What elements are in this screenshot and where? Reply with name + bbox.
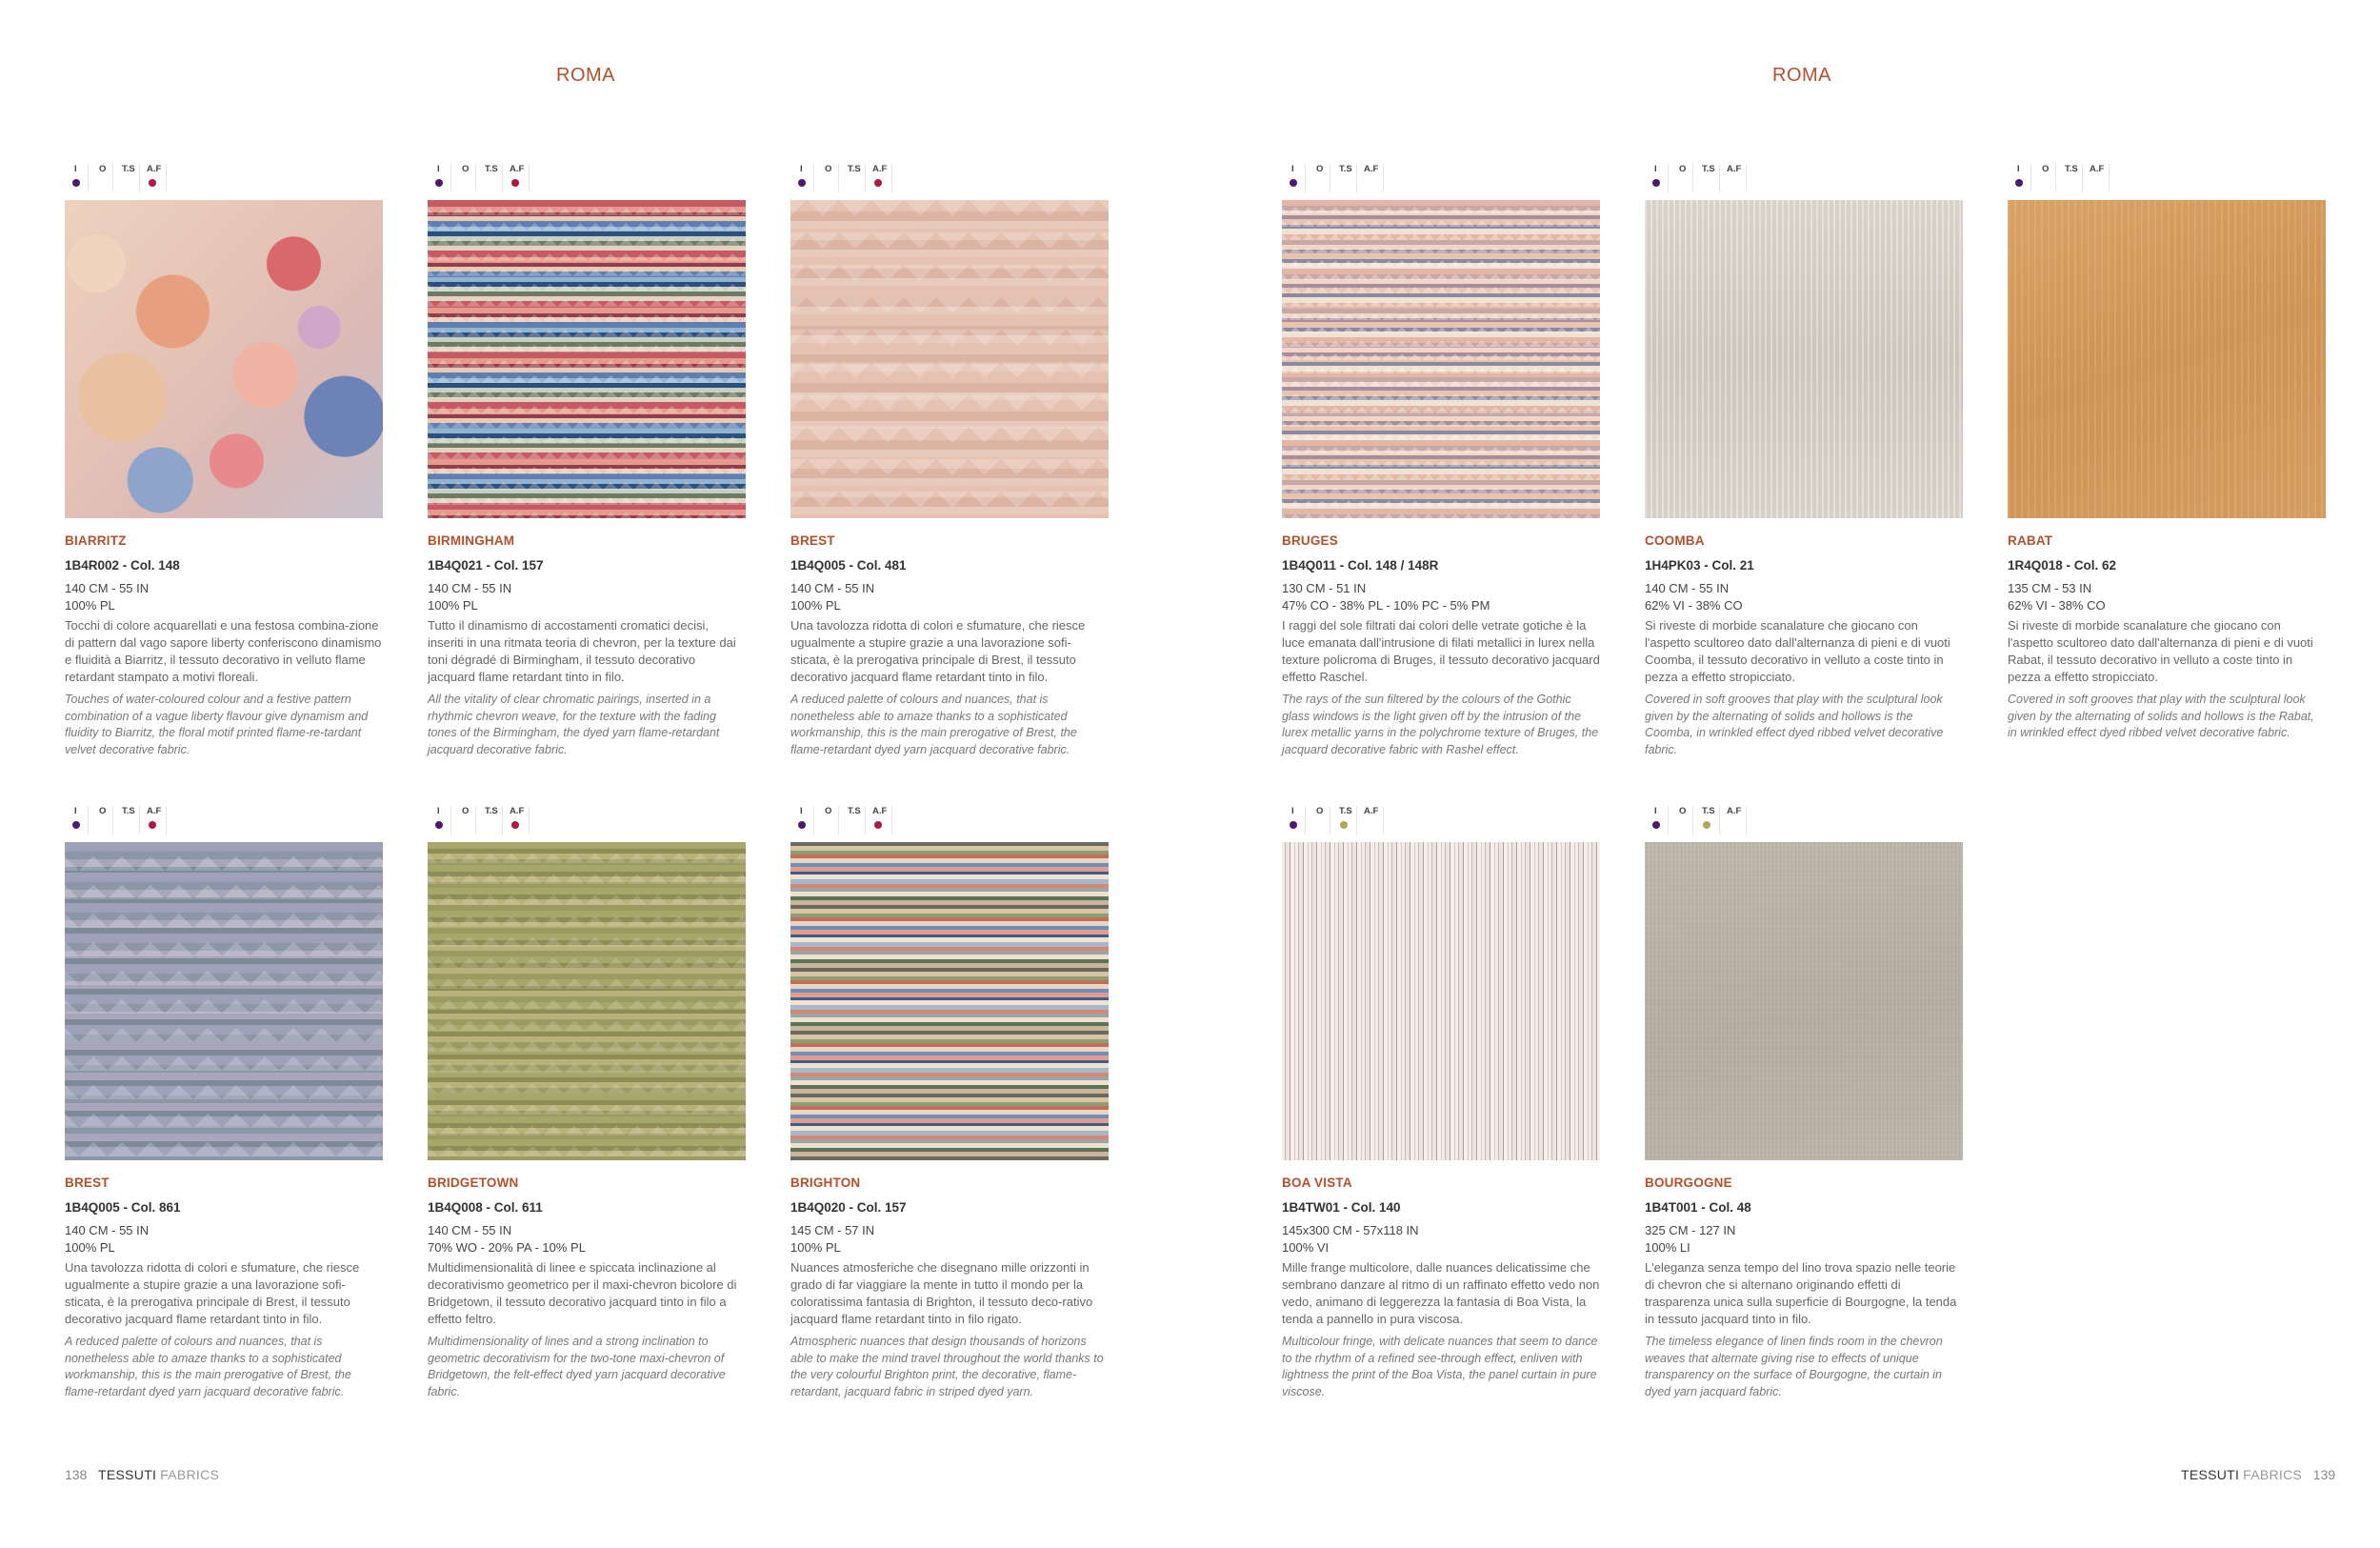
usage-label-ts: T.S bbox=[122, 806, 135, 816]
usage-divider bbox=[1305, 806, 1306, 834]
usage-dot-purple bbox=[1652, 821, 1660, 829]
usage-divider bbox=[865, 806, 866, 834]
usage-dot-purple bbox=[1652, 179, 1660, 187]
usage-dot-purple bbox=[72, 179, 80, 187]
fabric-name: BOURGOGNE bbox=[1645, 1176, 1732, 1190]
fabric-swatch-image[interactable] bbox=[790, 200, 1109, 518]
usage-label-i: I bbox=[800, 806, 803, 816]
fabric-code: 1B4Q011 - Col. 148 / 148R bbox=[1282, 558, 1439, 573]
usage-dot-crimson bbox=[149, 179, 156, 187]
usage-label-i: I bbox=[74, 164, 77, 174]
fabric-description-it: I raggi del sole filtrati dai colori delle vetrate gotiche è la luce emanata dall'intrusione di filati metallici in lurex nella texture policroma di Bruges, il tessuto decorativo jacquard effetto Raschel. bbox=[1282, 618, 1600, 684]
fabric-description-it: Mille frange multicolore, dalle nuances delicatissime che sembrano danzare al ritmo di un raffinato effetto vedo non vedo, animano di leggerezza la fantasia di Boa Vista, la tenda a pannello in pura viscosa. bbox=[1282, 1260, 1600, 1326]
fabric-name: BOA VISTA bbox=[1282, 1176, 1352, 1190]
fabric-name: BRIGHTON bbox=[790, 1176, 861, 1190]
usage-divider bbox=[1746, 164, 1747, 192]
usage-label-i: I bbox=[1654, 806, 1657, 816]
fabric-width: 140 CM - 55 IN bbox=[65, 581, 150, 595]
usage-divider bbox=[1719, 806, 1720, 834]
fabric-code: 1B4R002 - Col. 148 bbox=[65, 558, 180, 573]
usage-label-o: O bbox=[2042, 164, 2050, 174]
fabric-width: 325 CM - 127 IN bbox=[1645, 1223, 1736, 1237]
fabric-description-en: The timeless elegance of linen finds room in the chevron weaves that alternate giving rise to effects of unique transparency on the surface of Bourgogne, the curtain in dyed yarn jacquard fabric. bbox=[1645, 1335, 1943, 1398]
usage-dot-purple bbox=[435, 179, 443, 187]
fabric-description-it: Tocchi di colore acquarellati e una festosa combina-zione di pattern dal vago sapore liberty conferiscono dinamismo e fluidità a Biarritz, il tessuto decorativo in velluto flame retardant stampato a motivi floreali. bbox=[65, 618, 382, 684]
usage-divider bbox=[529, 164, 530, 192]
usage-dot-crimson bbox=[149, 821, 156, 829]
fabric-card bbox=[1282, 806, 1600, 1400]
fabric-swatch-image[interactable] bbox=[65, 842, 383, 1160]
footer-left bbox=[65, 1467, 219, 1482]
usage-dot-purple bbox=[1290, 179, 1297, 187]
usage-divider bbox=[88, 806, 89, 834]
fabric-composition: 100% PL bbox=[790, 1240, 841, 1255]
usage-divider bbox=[139, 806, 140, 834]
usage-dot-purple bbox=[72, 821, 80, 829]
usage-divider bbox=[1668, 806, 1669, 834]
fabric-code: 1B4Q020 - Col. 157 bbox=[790, 1200, 907, 1215]
usage-label-ts: T.S bbox=[2065, 164, 2078, 174]
usage-divider bbox=[1719, 164, 1720, 192]
fabric-swatch-image[interactable] bbox=[2008, 200, 2326, 518]
usage-dot-purple bbox=[2015, 179, 2023, 187]
fabric-name: BIARRITZ bbox=[65, 533, 127, 548]
usage-label-o: O bbox=[99, 164, 107, 174]
usage-label-af: A.F bbox=[872, 164, 888, 174]
fabric-name: RABAT bbox=[2008, 533, 2053, 548]
fabric-composition: 100% PL bbox=[65, 598, 115, 613]
fabric-width: 140 CM - 55 IN bbox=[790, 581, 875, 595]
fabric-width: 135 CM - 53 IN bbox=[2008, 581, 2092, 595]
usage-label-i: I bbox=[74, 806, 77, 816]
footer-section-right: TESSUTI bbox=[2181, 1467, 2240, 1482]
fabric-description-en: A reduced palette of colours and nuances, that is nonetheless able to amaze thanks to a sophisticated workmanship, this is the main prerogative of Brest, the flame-retardant dyed yarn jacquard decorative fabric. bbox=[65, 1335, 351, 1398]
usage-label-ts: T.S bbox=[1702, 806, 1715, 816]
usage-divider bbox=[2109, 164, 2110, 192]
fabric-composition: 100% LI bbox=[1645, 1240, 1690, 1255]
usage-label-ts: T.S bbox=[485, 806, 498, 816]
usage-divider bbox=[529, 806, 530, 834]
usage-dot-crimson bbox=[511, 821, 519, 829]
usage-label-i: I bbox=[1291, 164, 1294, 174]
fabric-card bbox=[1645, 164, 1963, 758]
fabric-name: BRIDGETOWN bbox=[428, 1176, 519, 1190]
fabric-code: 1B4T001 - Col. 48 bbox=[1645, 1200, 1751, 1215]
fabric-composition: 100% PL bbox=[65, 1240, 115, 1255]
fabric-swatch-image[interactable] bbox=[1282, 200, 1600, 518]
usage-divider bbox=[1356, 806, 1357, 834]
usage-label-af: A.F bbox=[1727, 164, 1742, 174]
usage-label-i: I bbox=[2017, 164, 2020, 174]
fabric-width: 140 CM - 55 IN bbox=[428, 581, 512, 595]
fabric-width: 140 CM - 55 IN bbox=[65, 1223, 150, 1237]
usage-label-o: O bbox=[99, 806, 107, 816]
usage-dot-olive bbox=[1703, 821, 1710, 829]
usage-label-af: A.F bbox=[1364, 806, 1379, 816]
fabric-composition: 100% VI bbox=[1282, 1240, 1330, 1255]
usage-divider bbox=[166, 806, 167, 834]
usage-label-af: A.F bbox=[872, 806, 888, 816]
usage-label-o: O bbox=[825, 806, 832, 816]
usage-label-af: A.F bbox=[1727, 806, 1742, 816]
usage-dot-olive bbox=[1340, 821, 1348, 829]
usage-divider bbox=[502, 164, 503, 192]
fabric-code: 1B4Q005 - Col. 861 bbox=[65, 1200, 181, 1215]
usage-label-af: A.F bbox=[510, 164, 525, 174]
usage-label-i: I bbox=[1291, 806, 1294, 816]
fabric-description-en: The rays of the sun filtered by the colours of the Gothic glass windows is the light given off by the intrusion of the lurex metallic yarns in the polychrome texture of Bruges, the jacquard decorative fabric with Rashel effect. bbox=[1282, 693, 1599, 756]
usage-label-i: I bbox=[800, 164, 803, 174]
fabric-composition: 62% VI - 38% CO bbox=[2008, 598, 2106, 613]
usage-label-o: O bbox=[825, 164, 832, 174]
fabric-usage-icons bbox=[1645, 164, 1963, 192]
usage-label-o: O bbox=[462, 164, 470, 174]
usage-label-af: A.F bbox=[2090, 164, 2105, 174]
usage-divider bbox=[475, 164, 476, 192]
fabric-card bbox=[2008, 164, 2326, 742]
usage-divider bbox=[166, 164, 167, 192]
usage-divider bbox=[1383, 164, 1384, 192]
fabric-code: 1H4PK03 - Col. 21 bbox=[1645, 558, 1754, 573]
footer-sub-left: FABRICS bbox=[160, 1467, 220, 1482]
usage-label-af: A.F bbox=[1364, 164, 1379, 174]
usage-label-af: A.F bbox=[147, 164, 162, 174]
fabric-description-it: Si riveste di morbide scanalature che giocano con l'aspetto scultoreo dato dall'alternanza di pieni e di vuoti Rabat, il tessuto decorativo in velluto a coste tinto in pezza a effetto stropicciato. bbox=[2008, 618, 2313, 684]
fabric-usage-icons bbox=[65, 164, 383, 192]
usage-label-ts: T.S bbox=[1339, 164, 1352, 174]
usage-label-ts: T.S bbox=[485, 164, 498, 174]
fabric-card bbox=[65, 806, 383, 1400]
usage-dot-purple bbox=[1290, 821, 1297, 829]
usage-divider bbox=[502, 806, 503, 834]
usage-label-ts: T.S bbox=[848, 806, 861, 816]
section-title-left: ROMA bbox=[556, 65, 615, 86]
usage-label-i: I bbox=[437, 164, 440, 174]
usage-divider bbox=[450, 164, 451, 192]
fabric-code: 1B4Q021 - Col. 157 bbox=[428, 558, 544, 573]
fabric-usage-icons bbox=[790, 806, 1109, 834]
fabric-name: BIRMINGHAM bbox=[428, 533, 515, 548]
usage-dot-crimson bbox=[874, 821, 882, 829]
usage-label-o: O bbox=[1679, 164, 1687, 174]
usage-divider bbox=[838, 164, 839, 192]
fabric-card bbox=[790, 806, 1109, 1400]
fabric-usage-icons bbox=[2008, 164, 2326, 192]
fabric-width: 145x300 CM - 57x118 IN bbox=[1282, 1223, 1419, 1237]
usage-dot-crimson bbox=[874, 179, 882, 187]
fabric-description-it: Una tavolozza ridotta di colori e sfumature, che riesce ugualmente a stupire grazie a una lavorazione sofi-sticata, è la prerogativa principale di Brest, il tessuto decorativo jacquard flame retardant tinto in filo. bbox=[65, 1260, 360, 1326]
usage-divider bbox=[1668, 164, 1669, 192]
footer-sub-right: FABRICS bbox=[2243, 1467, 2303, 1482]
usage-label-o: O bbox=[1679, 806, 1687, 816]
fabric-card bbox=[65, 164, 383, 758]
usage-divider bbox=[1356, 164, 1357, 192]
usage-label-ts: T.S bbox=[848, 164, 861, 174]
fabric-composition: 100% PL bbox=[790, 598, 841, 613]
usage-divider bbox=[88, 164, 89, 192]
usage-label-af: A.F bbox=[147, 806, 162, 816]
usage-divider bbox=[139, 164, 140, 192]
fabric-description-en: A reduced palette of colours and nuances, that is nonetheless able to amaze thanks to a sophisticated workmanship, this is the main prerogative of Brest, the flame-retardant dyed yarn jacquard decorative fabric. bbox=[790, 693, 1077, 756]
fabric-code: 1B4Q008 - Col. 611 bbox=[428, 1200, 543, 1215]
fabric-code: 1B4Q005 - Col. 481 bbox=[790, 558, 907, 573]
usage-label-o: O bbox=[462, 806, 470, 816]
usage-divider bbox=[1692, 164, 1693, 192]
usage-divider bbox=[891, 164, 892, 192]
fabric-swatch-image[interactable] bbox=[1645, 842, 1963, 1160]
fabric-code: 1B4TW01 - Col. 140 bbox=[1282, 1200, 1401, 1215]
fabric-description-it: Tutto il dinamismo di accostamenti cromatici decisi, inseriti in una ritmata teoria di chevron, per la texture dai toni dégradé di Birmingham, il tessuto decorativo jacquard flame retardant tinto in filo. bbox=[428, 618, 736, 684]
fabric-card bbox=[790, 164, 1109, 758]
fabric-usage-icons bbox=[65, 806, 383, 834]
fabric-name: COOMBA bbox=[1645, 533, 1705, 548]
usage-dot-purple bbox=[435, 821, 443, 829]
fabric-description-en: Covered in soft grooves that play with the sculptural look given by the alternating of solids and hollows is the Coomba, in wrinkled effect dyed ribbed velvet decorative fabric. bbox=[1645, 693, 1944, 756]
fabric-description-en: All the vitality of clear chromatic pairings, inserted in a rhythmic chevron weave, for the texture with the fading tones of the Birmingham, the dyed yarn flame-retardant jacquard decorative fabric. bbox=[428, 693, 720, 756]
fabric-swatch-image[interactable] bbox=[790, 842, 1109, 1160]
fabric-name: BREST bbox=[65, 1176, 110, 1190]
usage-label-ts: T.S bbox=[1339, 806, 1352, 816]
fabric-card bbox=[1645, 806, 1963, 1400]
usage-label-ts: T.S bbox=[122, 164, 135, 174]
fabric-composition: 70% WO - 20% PA - 10% PL bbox=[428, 1240, 586, 1255]
usage-divider bbox=[475, 806, 476, 834]
fabric-composition: 100% PL bbox=[428, 598, 478, 613]
usage-label-af: A.F bbox=[510, 806, 525, 816]
usage-dot-purple bbox=[798, 821, 806, 829]
fabric-swatch-image[interactable] bbox=[1645, 200, 1963, 518]
section-title-right: ROMA bbox=[1772, 65, 1831, 86]
fabric-card bbox=[428, 806, 746, 1400]
fabric-usage-icons bbox=[428, 164, 746, 192]
usage-divider bbox=[450, 806, 451, 834]
usage-divider bbox=[112, 164, 113, 192]
footer-right bbox=[2181, 1467, 2335, 1482]
fabric-name: BRUGES bbox=[1282, 533, 1338, 548]
fabric-usage-icons bbox=[1282, 806, 1600, 834]
usage-divider bbox=[1305, 164, 1306, 192]
fabric-usage-icons bbox=[1645, 806, 1963, 834]
usage-divider bbox=[112, 806, 113, 834]
fabric-description-it: L'eleganza senza tempo del lino trova spazio nelle teorie di chevron che si alternano originando effetti di trasparenza unica sulla superficie di Bourgogne, la tenda in tessuto jacquard tinto in filo. bbox=[1645, 1260, 1957, 1326]
usage-label-ts: T.S bbox=[1702, 164, 1715, 174]
fabric-swatch-image[interactable] bbox=[428, 842, 746, 1160]
fabric-usage-icons bbox=[1282, 164, 1600, 192]
usage-label-i: I bbox=[437, 806, 440, 816]
usage-divider bbox=[838, 806, 839, 834]
usage-divider bbox=[2030, 164, 2031, 192]
fabric-description-en: Multidimensionality of lines and a strong inclination to geometric decorativism for the two-tone maxi-chevron of Bridgetown, the felt-effect dyed yarn jacquard decorative fabric. bbox=[428, 1335, 726, 1398]
page-number-left: 138 bbox=[65, 1467, 88, 1482]
fabric-code: 1R4Q018 - Col. 62 bbox=[2008, 558, 2117, 573]
fabric-width: 140 CM - 55 IN bbox=[428, 1223, 512, 1237]
fabric-name: BREST bbox=[790, 533, 835, 548]
fabric-description-en: Touches of water-coloured colour and a festive pattern combination of a vague liberty flavour give dynamism and fluidity to Biarritz, the floral motif printed flame-re-tardant velvet decorative fabric. bbox=[65, 693, 369, 756]
fabric-description-it: Si riveste di morbide scanalature che giocano con l'aspetto scultoreo dato dall'alternanza di pieni e di vuoti Coomba, il tessuto decorativo in velluto a coste tinto in pezza a effetto stropicciato. bbox=[1645, 618, 1950, 684]
fabric-description-en: Atmospheric nuances that design thousands of horizons able to make the mind travel throughout the world thanks to the very colourful Brighton print, the decorative, flame-retardant, jacquard fabric in striped dyed yarn. bbox=[790, 1335, 1104, 1398]
fabric-swatch-image[interactable] bbox=[1282, 842, 1600, 1160]
fabric-width: 145 CM - 57 IN bbox=[790, 1223, 875, 1237]
usage-label-o: O bbox=[1316, 806, 1324, 816]
fabric-swatch-image[interactable] bbox=[65, 200, 383, 518]
usage-label-o: O bbox=[1316, 164, 1324, 174]
usage-divider bbox=[2055, 164, 2056, 192]
fabric-description-it: Una tavolozza ridotta di colori e sfumature, che riesce ugualmente a stupire grazie a una lavorazione sofi-sticata, è la prerogativa principale di Brest, il tessuto decorativo jacquard flame retardant tinto in filo. bbox=[790, 618, 1086, 684]
usage-dot-purple bbox=[798, 179, 806, 187]
footer-section-left: TESSUTI bbox=[98, 1467, 157, 1482]
fabric-usage-icons bbox=[428, 806, 746, 834]
usage-divider bbox=[2082, 164, 2083, 192]
fabric-description-en: Multicolour fringe, with delicate nuances that seem to dance to the rhythm of a refined see-through effect, enliven with lightness the print of the Boa Vista, the panel curtain in pure viscose. bbox=[1282, 1335, 1598, 1398]
fabric-card bbox=[1282, 164, 1600, 758]
fabric-width: 130 CM - 51 IN bbox=[1282, 581, 1367, 595]
usage-divider bbox=[891, 806, 892, 834]
fabric-composition: 62% VI - 38% CO bbox=[1645, 598, 1743, 613]
usage-divider bbox=[865, 164, 866, 192]
fabric-card bbox=[428, 164, 746, 758]
fabric-swatch-image[interactable] bbox=[428, 200, 746, 518]
fabric-description-it: Multidimensionalità di linee e spiccata inclinazione al decorativismo geometrico per il maxi-chevron bicolore di Bridgetown, il tessuto decorativo jacquard tinto in filo a effetto feltro. bbox=[428, 1260, 737, 1326]
fabric-description-en: Covered in soft grooves that play with the sculptural look given by the alternating of solids and hollows is the Rabat, in wrinkled effect dyed ribbed velvet decorative fabric. bbox=[2008, 693, 2314, 739]
fabric-composition: 47% CO - 38% PL - 10% PC - 5% PM bbox=[1282, 598, 1490, 613]
usage-divider bbox=[1383, 806, 1384, 834]
usage-divider bbox=[1692, 806, 1693, 834]
usage-divider bbox=[813, 806, 814, 834]
page-number-right: 139 bbox=[2312, 1467, 2336, 1482]
usage-dot-crimson bbox=[511, 179, 519, 187]
fabric-description-it: Nuances atmosferiche che disegnano mille orizzonti in grado di far viaggiare la mente in tutto il mondo per la coloratissima fantasia di Brighton, il tessuto deco-rativo jacquard flame retardant tinto in filo rigato. bbox=[790, 1260, 1093, 1326]
usage-label-i: I bbox=[1654, 164, 1657, 174]
usage-divider bbox=[1746, 806, 1747, 834]
usage-divider bbox=[813, 164, 814, 192]
fabric-usage-icons bbox=[790, 164, 1109, 192]
fabric-width: 140 CM - 55 IN bbox=[1645, 581, 1730, 595]
